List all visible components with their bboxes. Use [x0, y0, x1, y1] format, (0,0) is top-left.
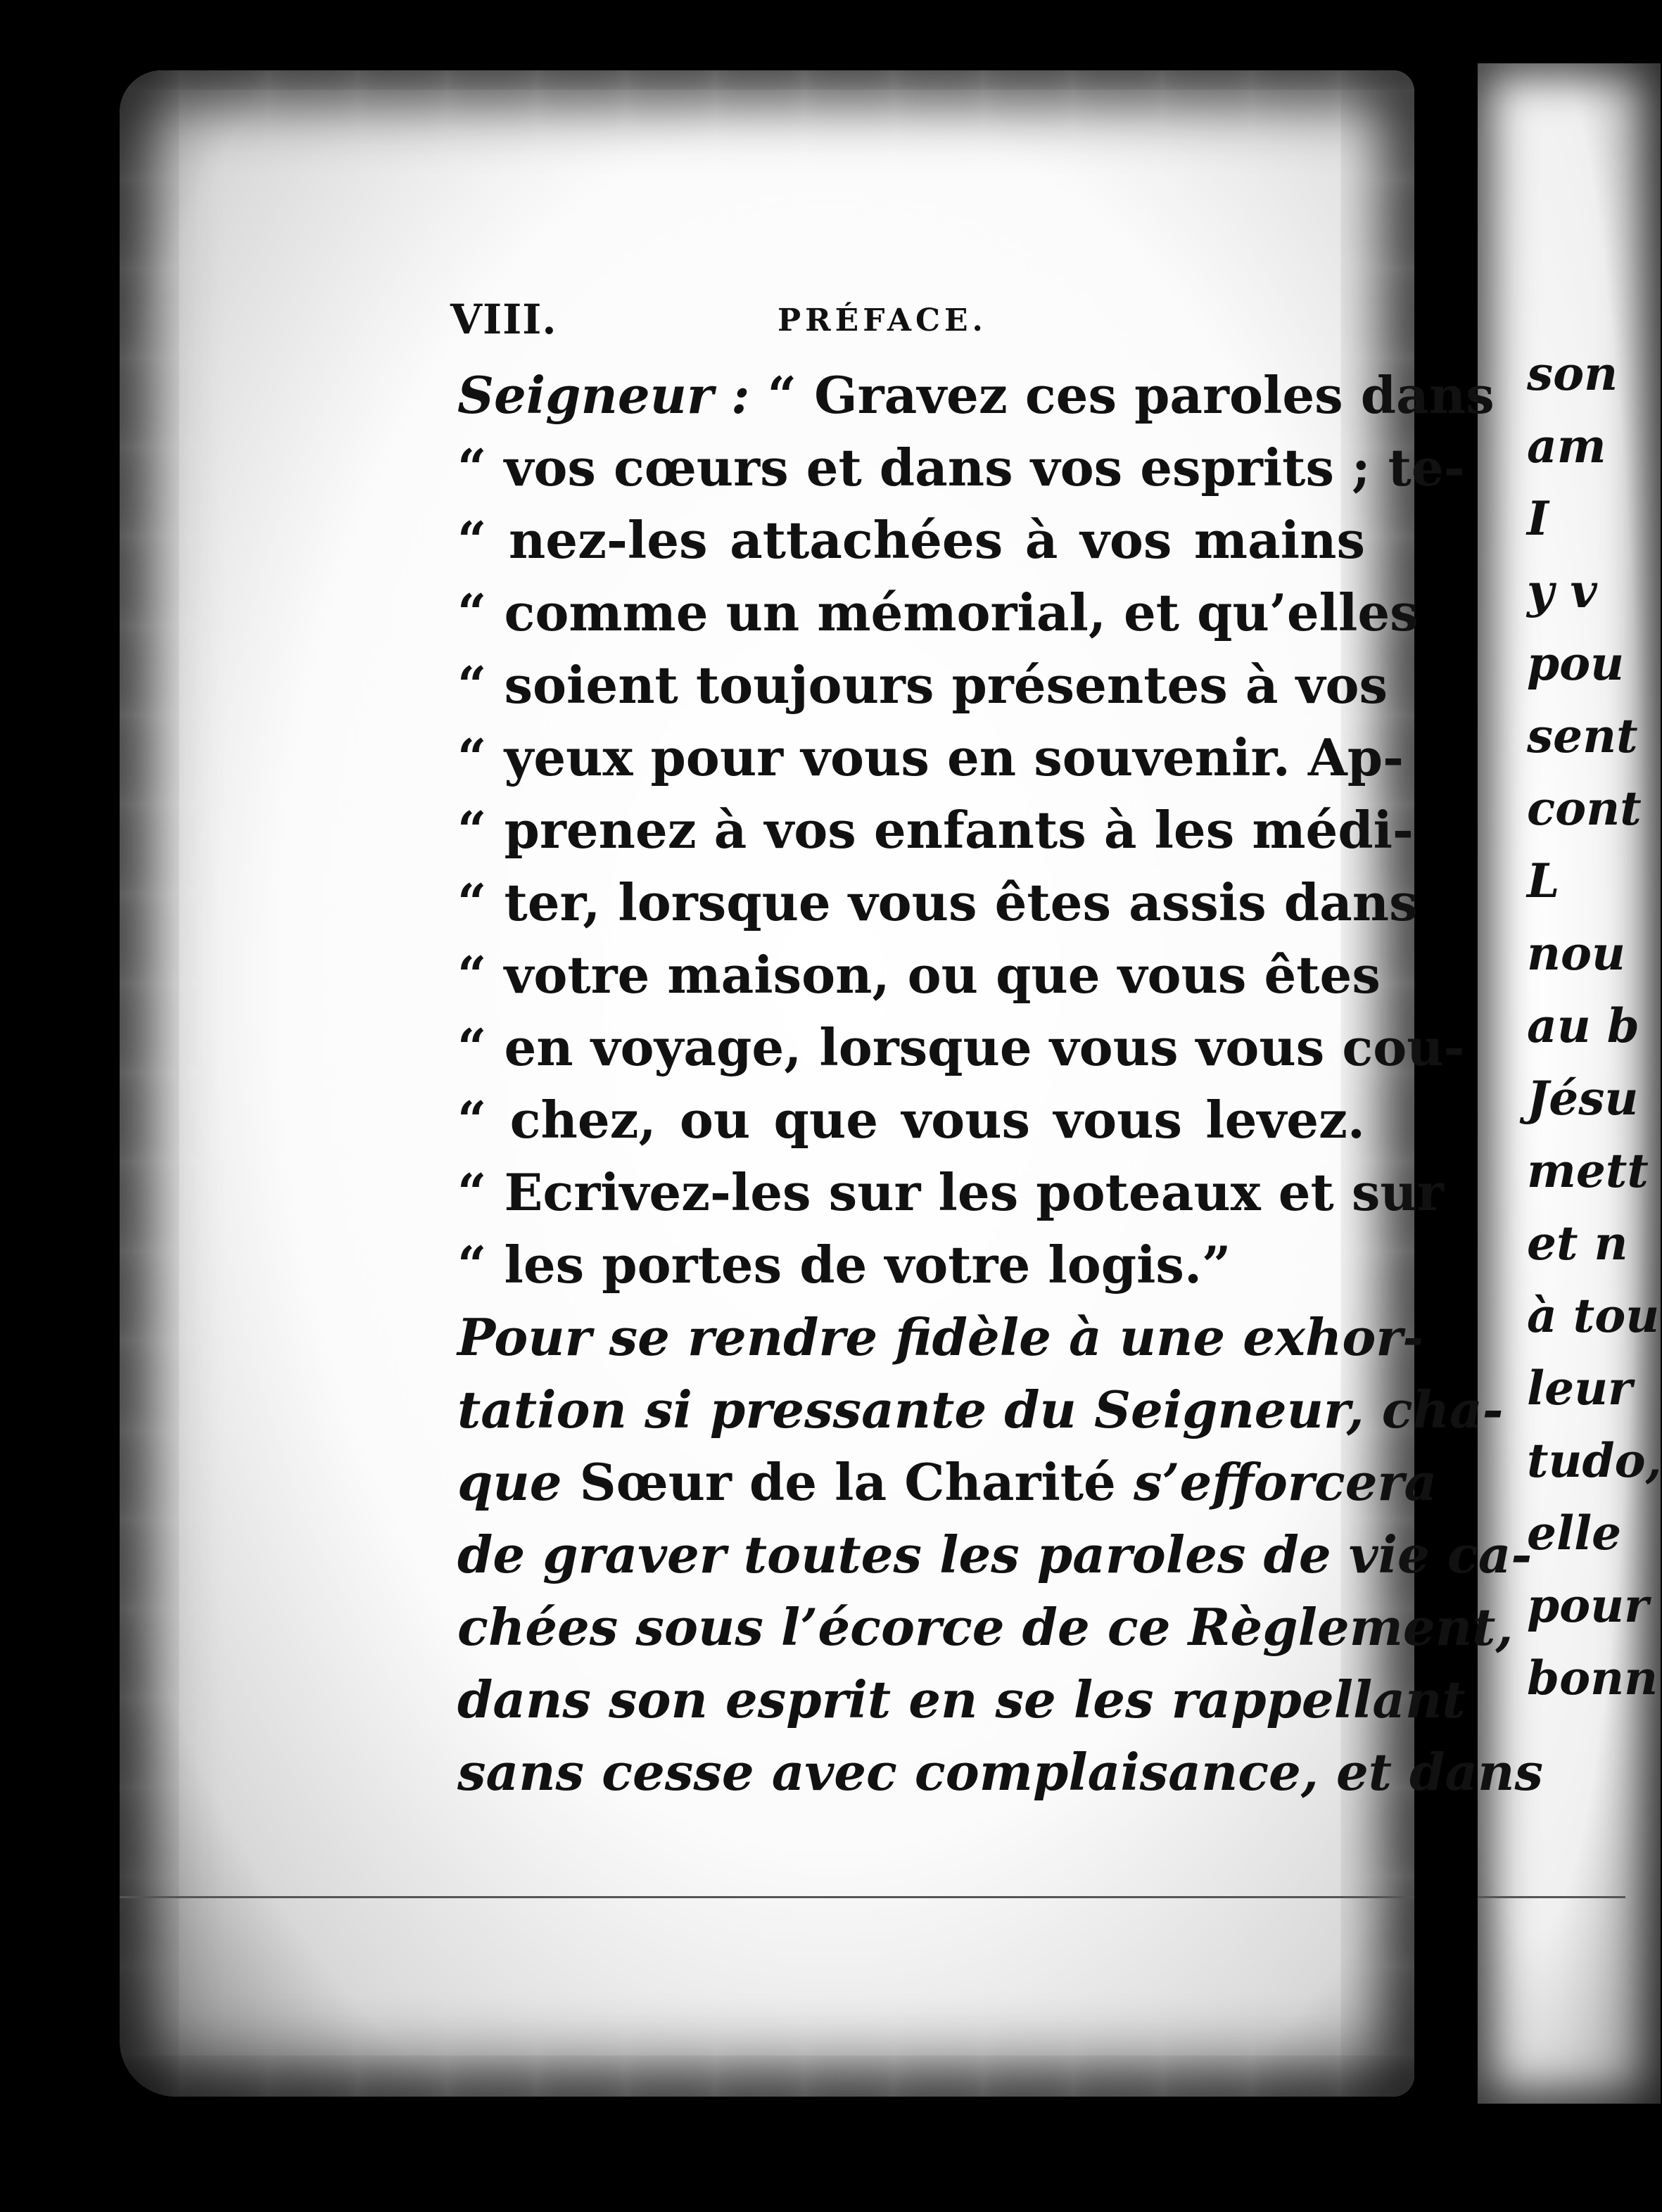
italic-text: s’efforcera: [1133, 1452, 1438, 1512]
right-page-fragment: I: [1527, 491, 1549, 546]
right-page-fragment: son: [1527, 346, 1618, 401]
text-line: [457, 1011, 1465, 1083]
right-page-fragment: pou: [1527, 636, 1625, 691]
right-page-text-fragments: [1527, 338, 1662, 1715]
text-line: [457, 1736, 1544, 1808]
text-line: [457, 576, 1419, 649]
text-line: [457, 866, 1418, 939]
text-line: [457, 649, 1388, 721]
right-page-fragment: sent: [1527, 708, 1638, 763]
italic-text: Pour se rendre fidèle à une exhor-: [457, 1307, 1424, 1367]
bottom-rule-line: [120, 1896, 1414, 1898]
page-header: [450, 295, 1365, 359]
text-line: [457, 1228, 1365, 1301]
right-page-fragment: elle: [1527, 1506, 1622, 1561]
right-page-fragment: et n: [1527, 1216, 1628, 1271]
italic-text: chées sous l’écorce de ce Règlement,: [457, 1597, 1514, 1657]
text-line: [457, 359, 1495, 431]
text-line: [457, 431, 1465, 504]
italic-text: de graver toutes les paroles de vie ca-: [457, 1525, 1533, 1584]
roman-text: “ nez-les attachées à vos mains: [457, 510, 1365, 570]
roman-text: “ vos cœurs et dans vos esprits ; te-: [457, 438, 1465, 497]
text-line: [457, 721, 1404, 794]
page-text-block: [450, 295, 1544, 1808]
body-text: [457, 359, 1544, 1808]
right-page-fragment: tudo,: [1527, 1433, 1662, 1488]
right-page-fragment: mett: [1527, 1143, 1649, 1198]
text-line: [457, 1373, 1504, 1446]
roman-text: “ chez, ou que vous vous levez.: [457, 1090, 1365, 1150]
running-head: PRÉFACE.: [778, 303, 987, 338]
page-number: VIII.: [450, 295, 557, 343]
text-line: [457, 1663, 1466, 1736]
right-page-fragment: leur: [1527, 1361, 1632, 1416]
right-page-fragment: nou: [1527, 926, 1625, 981]
italic-text: sans cesse avec complaisance, et dans: [457, 1742, 1544, 1802]
roman-text: “ prenez à vos enfants à les médi-: [457, 800, 1414, 860]
roman-text: Sœur de la Charité: [562, 1452, 1134, 1512]
right-page-fragment: cont: [1527, 781, 1642, 836]
roman-text: “ Ecrivez-les sur les poteaux et sur: [457, 1162, 1444, 1222]
italic-text: tation si pressante du Seigneur, cha-: [457, 1380, 1504, 1439]
right-page-fragment: bonn: [1527, 1651, 1658, 1705]
text-line: [457, 1446, 1438, 1518]
roman-text: “ en voyage, lorsque vous vous cou-: [457, 1017, 1465, 1077]
right-page-fragment: L: [1527, 853, 1560, 908]
right-page-fragment: au b: [1527, 998, 1639, 1053]
text-line: [457, 794, 1414, 866]
right-page-fragment: pour: [1527, 1578, 1649, 1633]
right-page-fragment: Jésu: [1527, 1071, 1639, 1126]
roman-text: “ comme un mémorial, et qu’elles: [457, 583, 1419, 642]
italic-text: dans son esprit en se les rappellant: [457, 1670, 1466, 1729]
text-line: [457, 1083, 1365, 1156]
roman-text: “ ter, lorsque vous êtes assis dans: [457, 872, 1418, 932]
right-page-fragment: y v: [1527, 564, 1597, 618]
roman-text: “ yeux pour vous en souvenir. Ap-: [457, 727, 1404, 787]
text-line: [457, 1518, 1533, 1591]
text-line: [457, 1591, 1514, 1663]
text-line: [457, 1301, 1424, 1373]
text-line: [457, 939, 1381, 1011]
right-page-fragment: à tou: [1527, 1288, 1660, 1343]
right-page-fragment: am: [1527, 419, 1606, 473]
text-line: [457, 504, 1365, 576]
text-line: [457, 1156, 1444, 1228]
bottom-rule-line-right: [1478, 1896, 1625, 1898]
roman-text: “ Gravez ces paroles dans: [749, 365, 1495, 425]
roman-text: “ les portes de votre logis.”: [457, 1235, 1231, 1295]
italic-text: que: [457, 1452, 562, 1512]
roman-text: “ votre maison, ou que vous êtes: [457, 945, 1381, 1005]
italic-text: Seigneur :: [457, 365, 750, 425]
roman-text: “ soient toujours présentes à vos: [457, 655, 1388, 715]
